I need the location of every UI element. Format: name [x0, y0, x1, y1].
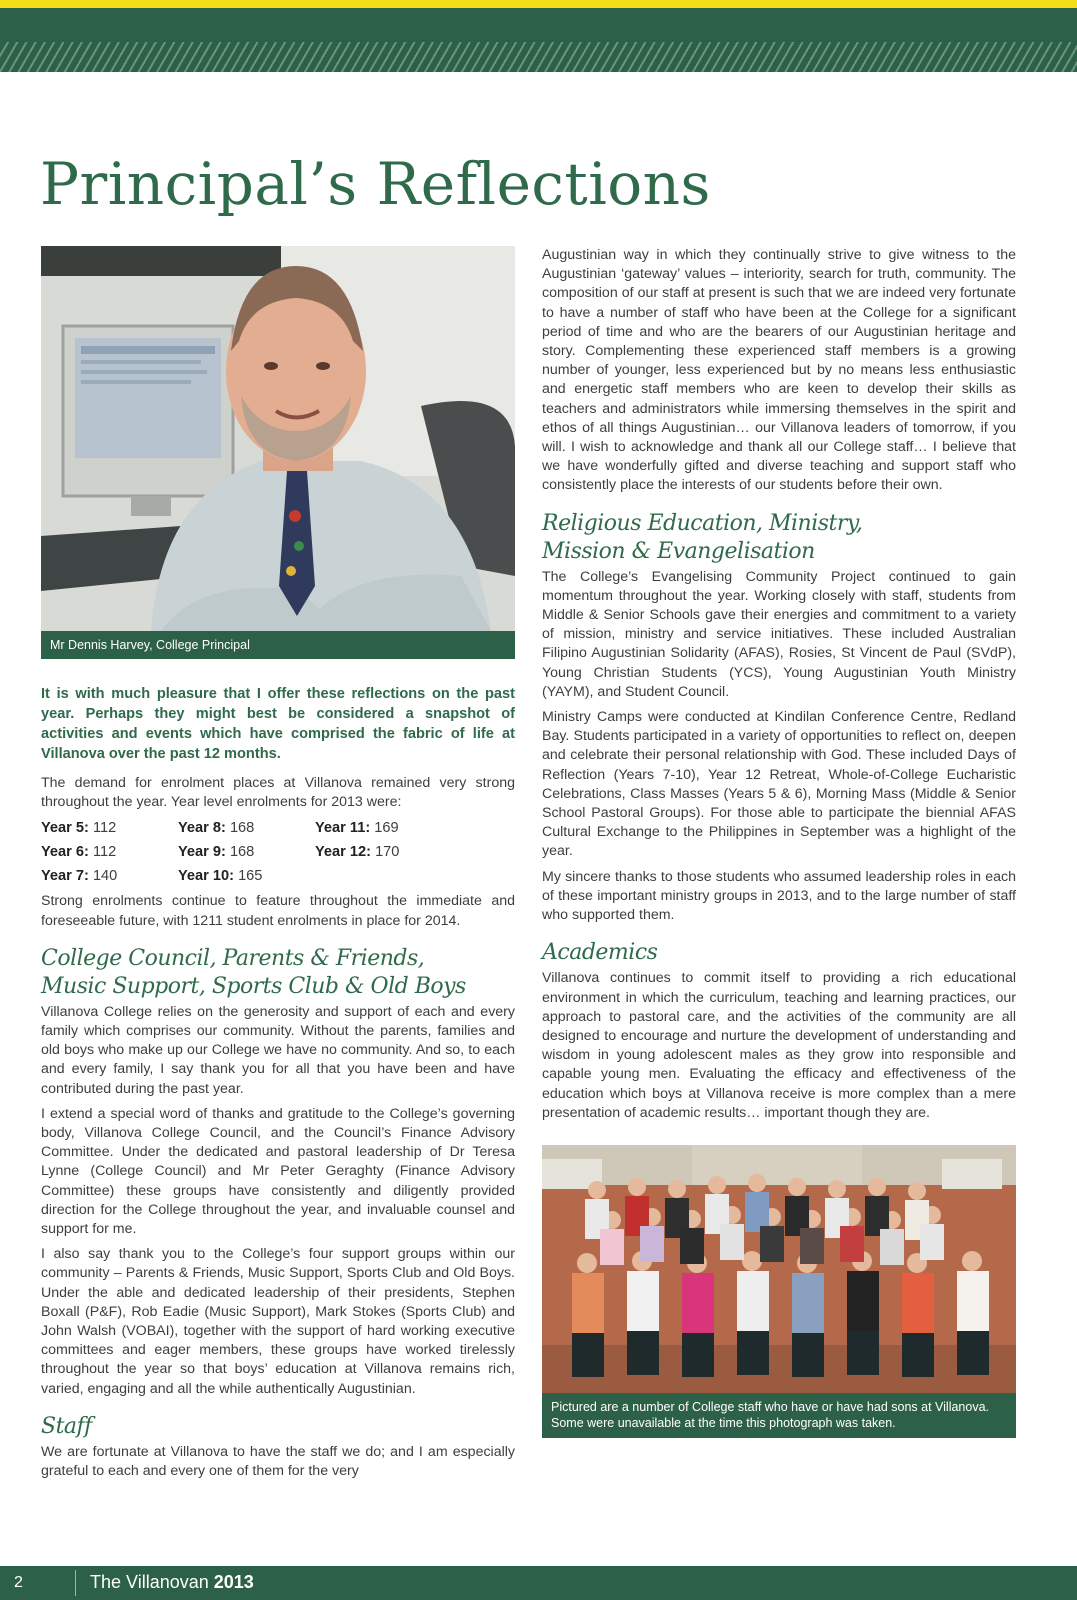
- religious-paragraph-3: My sincere thanks to those students who assumed leadership roles in each of these important ministry groups in 2013, and to the large number of staff who supported them.: [542, 868, 1016, 924]
- religious-heading: Religious Education, Ministry, Mission & Evangelisation: [542, 510, 863, 564]
- page-title: Principal’s Reflections: [40, 150, 711, 218]
- footer-divider: [75, 1570, 76, 1596]
- council-paragraph-3: I also say thank you to the College’s four support groups within our community – Parents & Friends, Music Support, Sports Club and Old Boys. Under the able and dedicated leadership of their presidents, Stephen Boxall (P&F), Rob Eadie (Music Support), Mark Stokes (Sports Club) and John Walsh (VOBAI), together with the support of hard working executive committees and eager members, these groups have worked tirelessly throughout the year so that boys’ education at Villanova remains rich, varied, engaging and all the while authentically Augustinian.: [41, 1246, 515, 1397]
- religious-paragraph-2: Ministry Camps were conducted at Kindilan Conference Centre, Redland Bay. Students participated in a variety of opportunities to reflect on, deepen and celebrate their personal relationship with God. These included Days of Reflection (Years 7-10), Year 12 Retreat, Whole-of-College Eucharistic Celebrations, Class Masses (Years 5 & 6), Morning Mass (Middle & Senior School Pastoral Groups). For those able to participate the biennial AFAS Cultural Exchange to the Philippines in September was a highlight of the year.: [542, 709, 1016, 860]
- header-band: [0, 8, 1077, 72]
- council-paragraph-1: Villanova College relies on the generosity and support of each and every family which comprises our community. Without the parents, families and old boys who make up our College we have no community. And so, to each and every family, I say thank you for all that you have been and have contributed during the past year.: [41, 1003, 515, 1097]
- enrolment-item: Year 7: 140: [41, 868, 118, 885]
- staff-paragraph-start: We are fortunate at Villanova to have the staff we do; and I am especially grateful to each and every one of them for the very: [41, 1443, 515, 1480]
- staff-group-photo-illustration: [542, 1145, 1016, 1393]
- council-paragraph-2: I extend a special word of thanks and gratitude to the College’s governing body, Villanova College Council, and the Council’s Finance Advisory Committee. Under the dedicated and pastoral leadership of Dr Teresa Lynne (College Council) and Mr Peter Geraghty (Finance Advisory Committee) these groups have consistently and diligently provided direction for the College throughout the year, and invaluable counsel and support for me.: [41, 1105, 515, 1238]
- page-number: 2: [14, 1574, 23, 1591]
- right-column: [542, 246, 1016, 1438]
- enrolment-item: Year 5: 112: [41, 820, 117, 837]
- enrolment-outlook-paragraph: Strong enrolments continue to feature throughout the immediate and foreseeable future, with 1211 student enrolments in place for 2014.: [41, 893, 515, 929]
- principal-photo: [41, 246, 515, 631]
- council-heading: College Council, Parents & Friends, Music Support, Sports Club & Old Boys: [41, 945, 466, 999]
- header-stripes: [0, 42, 1077, 72]
- principal-photo-illustration: [41, 246, 515, 631]
- enrolment-item: Year 10: 165: [178, 868, 263, 885]
- staff-heading: Staff: [41, 1413, 92, 1439]
- staff-paragraph-continued: Augustinian way in which they continually strive to give witness to the Augustinian ‘gateway’ values – interiority, search for truth, community. The composition of our staff at present is such that we are indeed very fortunate to have a number of staff who have been at the College for a significant period of time and who are the bearers of our Augustinian heritage and story. Complementing these experienced staff members is a growing number of younger, less experienced but by no means less enthusiastic and energetic staff members who are keen to develop their skills as teachers and administrators while immersing themselves in the spirit and ethos of all things Augustinian… our Villanova leaders of tomorrow, if you will. I wish to acknowledge and thank all our College staff… I believe that we have wonderfully gifted and diverse teaching and support staff who consistently place the interests of our students before their own.: [542, 247, 1016, 494]
- enrolment-item: Year 11: 169: [315, 820, 399, 837]
- principal-photo-caption: Mr Dennis Harvey, College Principal: [41, 631, 515, 659]
- academics-heading: Academics: [542, 940, 658, 966]
- header-accent-strip: [0, 0, 1077, 8]
- page-footer: [0, 1566, 1077, 1600]
- enrolment-item: Year 12: 170: [315, 844, 400, 861]
- staff-group-photo: [542, 1145, 1016, 1393]
- enrolment-item: Year 6: 112: [41, 844, 117, 861]
- religious-paragraph-1: The College’s Evangelising Community Project continued to gain momentum throughout the year. Working closely with staff, students from Middle & Senior Schools gave their energies and commitment to a variety of mission, ministry and service initiatives. These included Australian Filipino Augustinian Solidarity (AFAS), Rosies, St Vincent de Paul (SVdP), Young Christian Students (YCS), Young Augustinian Youth Ministry (YAYM), and Student Council.: [542, 568, 1016, 700]
- staff-photo-caption: Pictured are a number of College staff who have or have had sons at Villanova. Some were unavailable at the time this photograph was taken.: [542, 1393, 1016, 1438]
- left-column: [41, 246, 515, 1487]
- enrolment-item: Year 9: 168: [178, 844, 255, 861]
- enrolment-item: Year 8: 168: [178, 820, 255, 837]
- academics-paragraph: Villanova continues to commit itself to providing a rich educational environment in which the curriculum, teaching and learning practices, our approach to pastoral care, and the activities of the community are all designed to encourage and nurture the development of understanding and wisdom in young adolescent males as they grow into responsible and capable young men. Evaluating the efficacy and effectiveness of the education which boys at Villanova receive is more complex than a mere presentation of academic results… important though they are.: [542, 970, 1016, 1121]
- publication-name: The Villanovan 2013: [90, 1572, 254, 1592]
- enrolment-paragraph: The demand for enrolment places at Villanova remained very strong throughout the year. Year level enrolments for 2013 were:: [41, 775, 515, 811]
- enrolment-grid: [41, 818, 515, 886]
- intro-paragraph: It is with much pleasure that I offer these reflections on the past year. Perhaps they might best be considered a snapshot of activities and events which have comprised the fabric of life at Villanova over the past 12 months.: [41, 686, 515, 762]
